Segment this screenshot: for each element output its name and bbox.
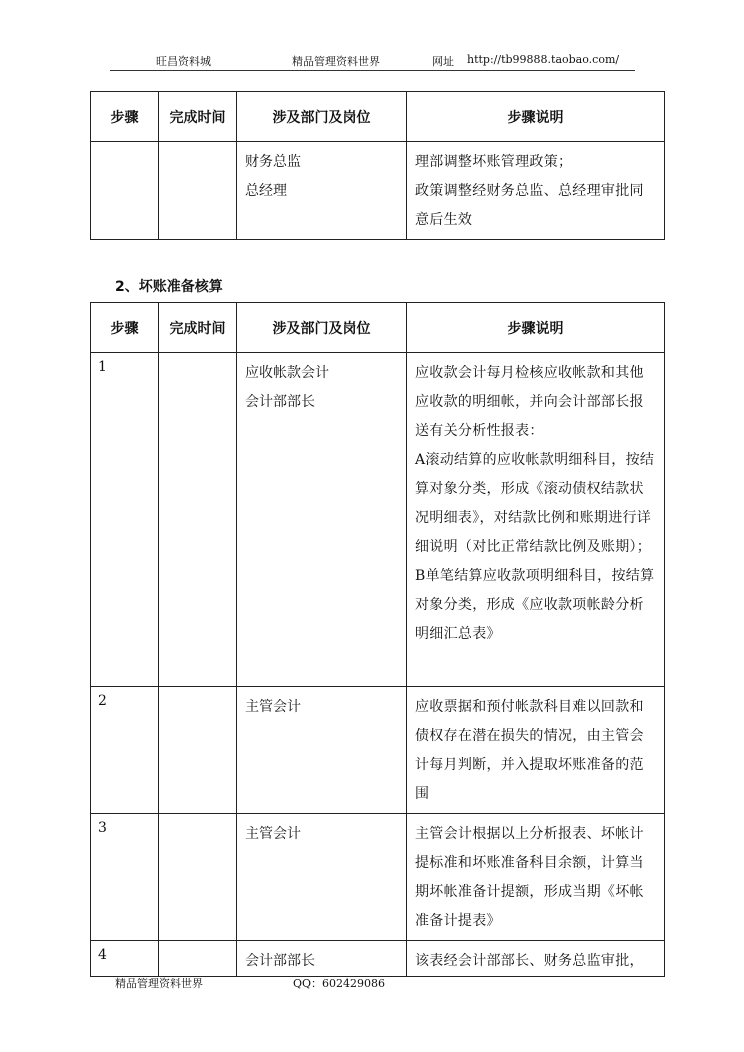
col-header-step: 步骤 [91, 92, 159, 142]
step-cell: 2 [91, 687, 159, 814]
time-cell [159, 353, 237, 687]
table-row [91, 353, 665, 687]
desc-cell [407, 353, 665, 687]
col-header-desc: 步骤说明 [407, 92, 665, 142]
desc-paragraph: 政策调整经财务总监、总经理审批同意后生效 [415, 183, 644, 228]
step-cell [91, 142, 159, 240]
table-row [91, 814, 665, 941]
col-header-dept: 涉及部门及岗位 [237, 303, 407, 353]
header-url-label: 网址 [432, 55, 454, 68]
desc-cell [407, 941, 665, 977]
table-header-row [91, 92, 665, 142]
dept-name: 会计部部长 [245, 394, 315, 410]
desc-cell [407, 814, 665, 941]
header-center-text: 精品管理资料世界 [292, 55, 380, 68]
footer-left-text: 精品管理资料世界 [115, 977, 203, 990]
dept-name: 主管会计 [245, 699, 301, 715]
table-header-row [91, 303, 665, 353]
desc-paragraph: 理部调整坏账管理政策； [415, 154, 573, 170]
desc-cell [407, 142, 665, 240]
time-cell [159, 142, 237, 240]
footer-qq-text: QQ：602429086 [293, 977, 386, 990]
desc-paragraph: A滚动结算的应收帐款明细科目，按结算对象分类，形成《滚动债权结款状况明细表》，对结款比例和账期进行详细说明（对比正常结款比例及账期）； [415, 452, 655, 555]
section-title: 2、坏账准备核算 [115, 279, 223, 295]
page-header [110, 52, 635, 71]
col-header-time: 完成时间 [159, 92, 237, 142]
dept-cell [237, 687, 407, 814]
dept-cell [237, 814, 407, 941]
desc-paragraph: 主管会计根据以上分析报表、坏帐计提标准和坏账准备科目余额，计算当期坏帐准备计提额，形成当期《坏帐准备计提表》 [415, 826, 644, 929]
table-row [91, 142, 665, 240]
desc-paragraph: 应收款会计每月检核应收帐款和其他应收款的明细帐，并向会计部部长报送有关分析性报表： [415, 365, 644, 439]
dept-name: 主管会计 [245, 826, 301, 842]
header-left-text: 旺昌资料城 [156, 55, 211, 68]
table-row [91, 687, 665, 814]
dept-cell [237, 353, 407, 687]
dept-cell [237, 941, 407, 977]
col-header-dept: 涉及部门及岗位 [237, 92, 407, 142]
desc-paragraph: B单笔结算应收款项明细科目，按结算对象分类，形成《应收款项帐龄分析明细汇总表》 [415, 568, 655, 642]
time-cell [159, 941, 237, 977]
col-header-step: 步骤 [91, 303, 159, 353]
steps-table-2 [90, 302, 665, 977]
col-header-time: 完成时间 [159, 303, 237, 353]
col-header-desc: 步骤说明 [407, 303, 665, 353]
dept-name: 会计部部长 [245, 953, 315, 969]
header-url-link[interactable]: http://tb99888.taobao.com/ [467, 53, 620, 66]
steps-table-1 [90, 91, 665, 240]
dept-cell [237, 142, 407, 240]
desc-paragraph: 应收票据和预付帐款科目难以回款和债权存在潜在损失的情况，由主管会计每月判断，并入提取坏账准备的范围 [415, 699, 644, 802]
dept-name: 应收帐款会计 [245, 365, 329, 381]
table-row [91, 941, 665, 977]
dept-name: 财务总监 [245, 154, 301, 170]
desc-paragraph: 该表经会计部部长、财务总监审批， [415, 953, 644, 969]
step-cell: 3 [91, 814, 159, 941]
desc-cell [407, 687, 665, 814]
step-cell: 4 [91, 941, 159, 977]
dept-name: 总经理 [245, 183, 287, 199]
step-cell: 1 [91, 353, 159, 687]
time-cell [159, 687, 237, 814]
time-cell [159, 814, 237, 941]
